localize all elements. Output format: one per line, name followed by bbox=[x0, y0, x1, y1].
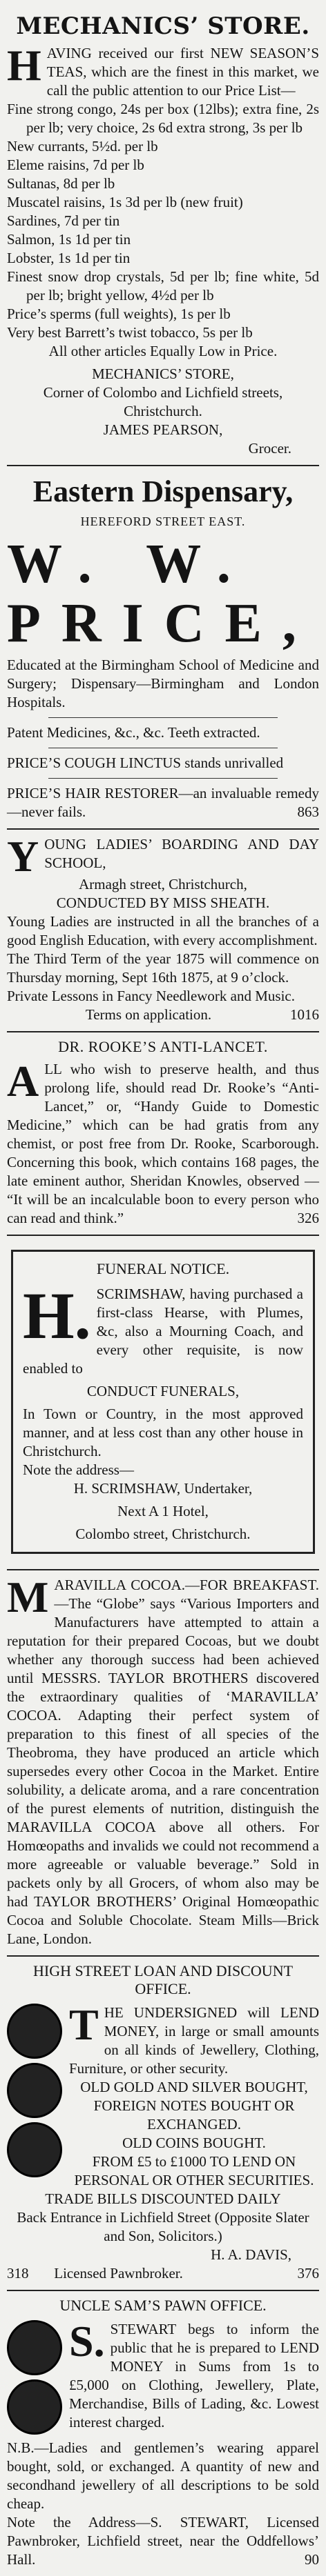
school-private-lessons: Private Lessons in Fancy Needlework and Music. bbox=[7, 988, 295, 1004]
drop-cap: S. bbox=[69, 2317, 105, 2366]
funeral-box bbox=[11, 1250, 315, 1554]
loan-title: HIGH STREET LOAN AND DISCOUNT OFFICE. bbox=[32, 1962, 294, 1997]
funeral-notice-ad bbox=[7, 1236, 319, 1570]
hair-restorer: PRICE’S HAIR RESTORER—an invaluable remedy—never fails. 863 bbox=[7, 785, 319, 820]
owner-name: JAMES PEARSON, bbox=[103, 421, 223, 438]
divider bbox=[48, 717, 278, 718]
ad-number: 1016 bbox=[290, 1006, 319, 1023]
loan-back-entrance: Back Entrance in Lichfield Street (Opposite Slater and Son, Solicitors.) bbox=[17, 2209, 309, 2244]
school-terms: Terms on application. 1016 bbox=[85, 1006, 319, 1023]
mechanics-intro: AVING received our first NEW SEASON’S TEAS, which are the finest in this market, we call the public attention to our Price List— bbox=[46, 45, 319, 99]
store-address: Corner of Colombo and Lichfield streets, Christchurch. bbox=[43, 384, 283, 419]
mechanics-store-ad bbox=[7, 6, 319, 466]
ad-number: 326 bbox=[297, 1210, 319, 1226]
school-body: Young Ladies are instructed in all the branches of a good English Education, with every accomplishment. bbox=[7, 913, 319, 948]
conduct-funerals: CONDUCT FUNERALS, bbox=[86, 1383, 240, 1399]
price-item: Muscatel raisins, 1s 3d per lb (new fruit) bbox=[7, 194, 243, 210]
ad-number: 863 bbox=[297, 803, 319, 820]
loan-body-1: HE UNDERSIGNED will LEND MONEY, in large or small amounts on all kinds of Jewellery, Clothing, Furniture, or other security. bbox=[69, 2004, 319, 2077]
divider bbox=[48, 778, 278, 779]
ad-number: 90 bbox=[305, 2551, 319, 2568]
drop-cap: H bbox=[7, 41, 41, 90]
dispensary-name: W. W. PRICE, bbox=[7, 534, 317, 654]
price-item: Eleme raisins, 7d per lb bbox=[7, 157, 144, 173]
funeral-note: Note the address— bbox=[23, 1461, 134, 1478]
newspaper-advertisements-column bbox=[7, 0, 319, 2576]
ad-number: 318 bbox=[7, 2265, 29, 2282]
rooke-title: DR. ROOKE’S ANTI-LANCET. bbox=[58, 1038, 268, 1055]
pawn-nb: N.B.—Ladies and gentlemen’s wearing apparel bought, sold, or exchanged. A quantity of new and secondhand jewellery of all descriptions to be sold cheap. bbox=[7, 2439, 319, 2512]
funeral-body: SCRIMSHAW, having purchased a first-class Hearse, with Plumes, &c, also a Mourning Coach, and every other requisite, is now enabled to bbox=[23, 1286, 303, 1377]
cocoa-ad bbox=[7, 1570, 319, 1957]
loan-body-3: OLD COINS BOUGHT. bbox=[122, 2135, 266, 2151]
store-name: MECHANICS’ STORE, bbox=[92, 366, 234, 382]
funeral-body-2: In Town or Country, in the most approved manner, and at less cost than any other house in Christchurch. bbox=[23, 1406, 303, 1459]
pawn-title: UNCLE SAM’S PAWN OFFICE. bbox=[59, 2297, 267, 2314]
loan-footer: 318 Licensed Pawnbroker. 376 bbox=[7, 2265, 319, 2282]
price-item: New currants, 5½d. per lb bbox=[7, 138, 158, 154]
price-item: Price’s sperms (full weights), 1s per lb bbox=[7, 306, 231, 322]
loan-owner: H. A. DAVIS, bbox=[211, 2246, 291, 2263]
ladies-school-ad bbox=[7, 830, 319, 1032]
price-item: Lobster, 1s 1d per tin bbox=[7, 250, 131, 266]
funeral-next: Next A 1 Hotel, bbox=[117, 1503, 209, 1519]
price-item: Finest snow drop crystals, 5d per lb; fine white, 5d per lb; bright yellow, 4½d per lb bbox=[7, 268, 319, 303]
cocoa-body: ARAVILLA COCOA.—FOR BREAKFAST.—The “Globe” says “Various Importers and Manufacturers have attempted to attain a reputation for their prepared Cocoas, but we doubt whether any thorough success had been achieved until MESSRS. TAYLOR BROTHERS discovered the extraordinary qualities of ‘MARAVILLA’ COCOA. Adapting their perfect system of preparation to this finest of all species of the Theobroma, they have produced an article which supersedes every other Cocoa in the Market. Entire solubility, a delicate aroma, and a rare concentration of the purest elements of nutrition, distinguish the MARAVILLA COCOA above all others. For Homœopaths and invalids we could not recommend a more agreeable or valuable beverage.” Sold in packets only by all Grocers, of whom also may be had TAYLOR BROTHERS’ Original Homœopathic Cocoa and Soluble Chocolate. Steam Mills—Brick Lane, London. bbox=[7, 1577, 319, 1947]
pawn-note: Note the Address—S. STEWART, Licensed Pawnbroker, Lichfield street, near the Oddfellows’ Hall. 90 bbox=[7, 2514, 319, 2568]
pawn-body: STEWART begs to inform the public that he is prepared to LEND MONEY in Sums from 1s to £5,000 on Clothing, Jewellery, Plate, Merchandise, Bills of Lading, &c. Lowest interest charged. bbox=[69, 2321, 319, 2430]
dispensary-street: HEREFORD STREET EAST. bbox=[80, 515, 246, 528]
ad-number: 376 bbox=[297, 2265, 319, 2282]
school-term: The Third Term of the year 1875 will commence on Thursday morning, Sept 16th 1875, at 9 o’clock. bbox=[7, 950, 319, 986]
cough-linctus: PRICE’S COUGH LINCTUS stands unrivalled bbox=[7, 755, 284, 771]
school-address: Armagh street, Christchurch, bbox=[79, 876, 247, 892]
price-item: Sultanas, 8d per lb bbox=[7, 175, 115, 192]
price-item: Fine strong congo, 24s per box (12lbs); extra fine, 2s per lb; very choice, 2s 6d extra strong, 3s per lb bbox=[7, 101, 319, 136]
dispensary-education: Educated at the Birmingham School of Medicine and Surgery; Dispensary—Birmingham and London Hospitals. bbox=[7, 657, 319, 710]
loan-body-4: FROM £5 to £1000 TO LEND ON PERSONAL OR OTHER SECURITIES. bbox=[74, 2153, 314, 2188]
dispensary-title: Eastern Dispensary, bbox=[32, 475, 294, 508]
pawn-office-ad bbox=[7, 2291, 319, 2576]
pawn-ball-icon bbox=[7, 2063, 62, 2118]
school-conductor: CONDUCTED BY MISS SHEATH. bbox=[56, 895, 270, 911]
drop-cap: T bbox=[69, 2000, 99, 2049]
pawn-ball-icon bbox=[7, 2320, 62, 2375]
balls-emblem bbox=[7, 2320, 62, 2439]
loan-body-5: TRADE BILLS DISCOUNTED DAILY bbox=[45, 2190, 281, 2207]
pawn-ball-icon bbox=[7, 2122, 62, 2177]
price-item: Salmon, 1s 1d per tin bbox=[7, 231, 131, 248]
pawn-ball-icon bbox=[7, 2379, 62, 2435]
rooke-body: LL who wish to preserve health, and thus prolong life, should read Dr. Rooke’s “Anti-Lancet,” or, “Handy Guide to Domestic Medicine,” which can be had gratis from any chemist, or post free from Dr. Rooke, Scarborough. Concerning this book, which contains 168 pages, the late eminent author, Sheridan Knowles, observed — “It will be an incalculable boon to every person who can read and think.” bbox=[7, 1061, 319, 1226]
eastern-dispensary-ad bbox=[7, 466, 319, 830]
loan-body-2: OLD GOLD AND SILVER BOUGHT, FOREIGN NOTES BOUGHT OR EXCHANGED. bbox=[80, 2079, 308, 2133]
owner-role: Grocer. bbox=[248, 440, 291, 457]
balls-emblem bbox=[7, 2004, 62, 2181]
funeral-undertaker: H. SCRIMSHAW, Undertaker, bbox=[73, 1480, 253, 1497]
drop-cap: M bbox=[7, 1572, 49, 1621]
price-item: Very best Barrett’s twist tobacco, 5s per lb bbox=[7, 324, 253, 341]
drop-cap: A bbox=[7, 1057, 39, 1106]
drop-cap: Y bbox=[7, 832, 39, 881]
loan-office-ad bbox=[7, 1957, 319, 2291]
funeral-address: Colombo street, Christchurch. bbox=[75, 1526, 251, 1542]
closing-line: All other articles Equally Low in Price. bbox=[48, 343, 278, 359]
mechanics-store-title: MECHANICS’ STORE. bbox=[16, 12, 310, 40]
rooke-ad bbox=[7, 1032, 319, 1236]
drop-cap: H. bbox=[23, 1279, 91, 1352]
price-item: Sardines, 7d per tin bbox=[7, 212, 120, 229]
dispensary-patent: Patent Medicines, &c., &c. Teeth extracted. bbox=[7, 724, 260, 741]
funeral-title: FUNERAL NOTICE. bbox=[96, 1260, 230, 1277]
pawn-ball-icon bbox=[7, 2004, 62, 2059]
school-title: OUNG LADIES’ BOARDING AND DAY SCHOOL, bbox=[44, 836, 319, 871]
